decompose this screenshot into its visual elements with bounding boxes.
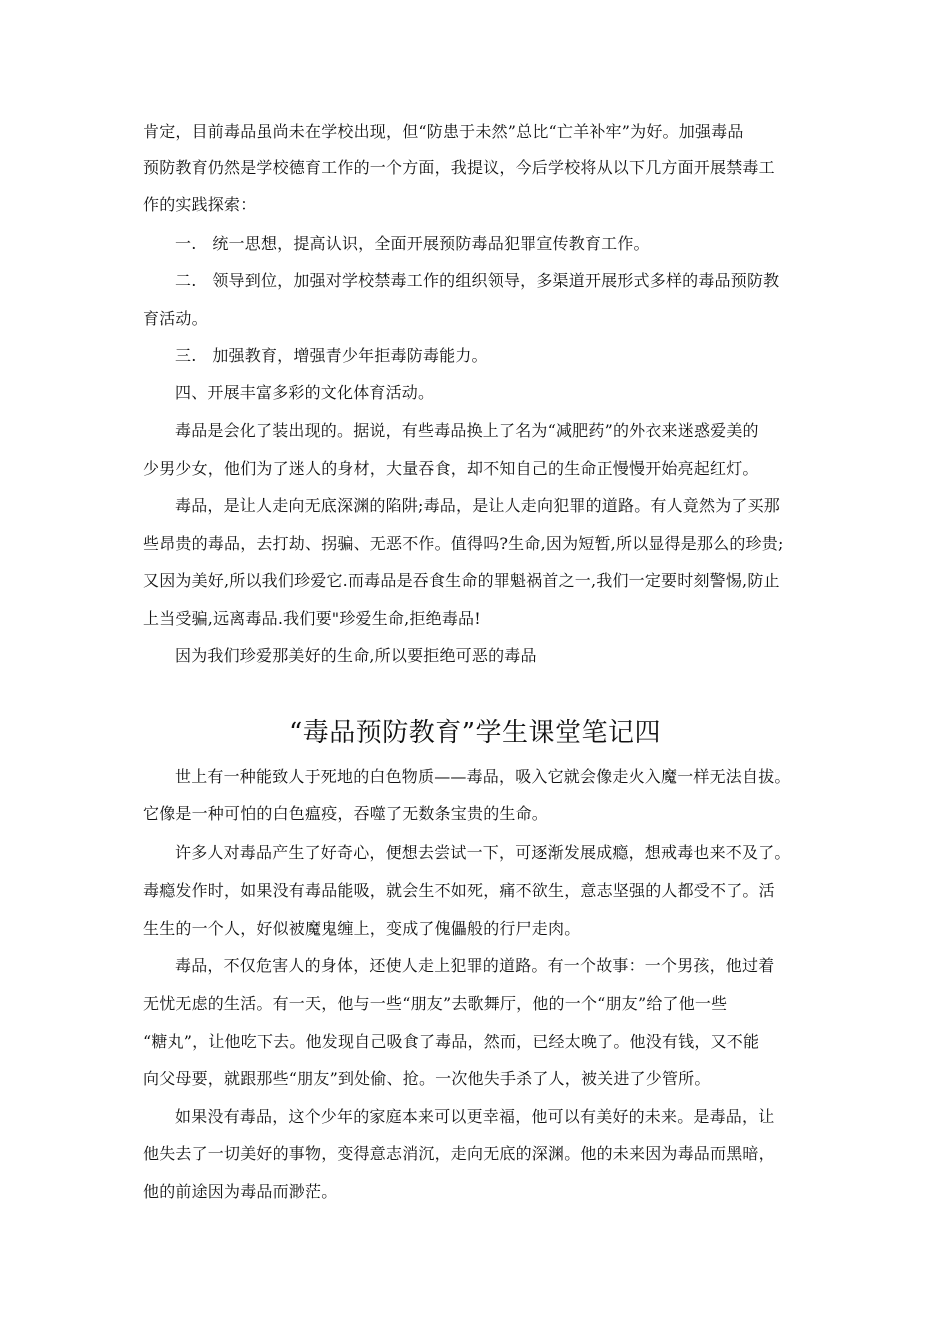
paragraph-line: 作的实践探索： (143, 195, 257, 214)
paragraph-line: 世上有一种能致人于死地的白色物质——毒品，吸入它就会像走火入魔一样无法自拔。 (175, 767, 791, 786)
paragraph-line: 它像是一种可怕的白色瘟疫，吞噬了无数条宝贵的生命。 (143, 804, 549, 823)
list-item: 一. 统一思想，提高认识，全面开展预防毒品犯罪宣传教育工作。 (175, 234, 650, 253)
paragraph-line: 又因为美好,所以我们珍爱它.而毒品是吞食生命的罪魁祸首之一,我们一定要时刻警惕,防止 (143, 571, 780, 590)
paragraph-line: 毒瘾发作时，如果没有毒品能吸，就会生不如死，痛不欲生，意志坚强的人都受不了。活 (143, 881, 775, 900)
paragraph-line: 如果没有毒品，这个少年的家庭本来可以更幸福，他可以有美好的未来。是毒品，让 (175, 1107, 775, 1126)
paragraph-line: 他的前途因为毒品而渺茫。 (143, 1182, 338, 1201)
paragraph-line: 预防教育仍然是学校德育工作的一个方面，我提议，今后学校将从以下几方面开展禁毒工 (143, 158, 775, 177)
paragraph-line: 上当受骗,远离毒品.我们要"珍爱生命,拒绝毒品! (143, 609, 481, 628)
paragraph-line: 肯定，目前毒品虽尚未在学校出现，但“防患于未然”总比“亡羊补牢”为好。加强毒品 (143, 122, 744, 141)
paragraph-line: 他失去了一切美好的事物，变得意志消沉，走向无底的深渊。他的未来因为毒品而黑暗， (143, 1144, 775, 1163)
list-item: 三. 加强教育，增强青少年拒毒防毒能力。 (175, 346, 488, 365)
list-item-continuation: 育活动。 (143, 309, 208, 328)
list-item: 二. 领导到位，加强对学校禁毒工作的组织领导，多渠道开展形式多样的毒品预防教 (175, 271, 780, 290)
paragraph-line: 许多人对毒品产生了好奇心，便想去尝试一下，可逐渐发展成瘾，想戒毒也来不及了。 (175, 843, 791, 862)
paragraph-line: 毒品，是让人走向无底深渊的陷阱;毒品，是让人走向犯罪的道路。有人竟然为了买那 (175, 496, 780, 515)
paragraph-line: 些昂贵的毒品，去打劫、拐骗、无恶不作。值得吗?生命,因为短暂,所以显得是那么的珍贵; (143, 534, 784, 553)
paragraph-line: “糖丸”，让他吃下去。他发现自己吸食了毒品，然而，已经太晚了。他没有钱，又不能 (143, 1032, 760, 1051)
paragraph-line: 毒品，不仅危害人的身体，还使人走上犯罪的道路。有一个故事：一个男孩，他过着 (175, 956, 775, 975)
paragraph-line: 少男少女，他们为了迷人的身材，大量吞食，却不知自己的生命正慢慢开始亮起红灯。 (143, 459, 759, 478)
list-item: 四、开展丰富多彩的文化体育活动。 (175, 383, 435, 402)
paragraph-line: 无忧无虑的生活。有一天，他与一些“朋友”去歌舞厅，他的一个“朋友”给了他一些 (143, 994, 728, 1013)
section-title: “毒品预防教育”学生课堂笔记四 (288, 718, 662, 748)
paragraph-line: 毒品是会化了装出现的。据说，有些毒品换上了名为“减肥药”的外衣来迷惑爱美的 (175, 421, 759, 440)
paragraph-line: 生生的一个人，好似被魔鬼缠上，变成了傀儡般的行尸走肉。 (143, 919, 581, 938)
paragraph-line: 因为我们珍爱那美好的生命,所以要拒绝可恶的毒品 (175, 646, 537, 665)
paragraph-line: 向父母要，就跟那些“朋友”到处偷、抢。一次他失手杀了人，被关进了少管所。 (143, 1069, 711, 1088)
